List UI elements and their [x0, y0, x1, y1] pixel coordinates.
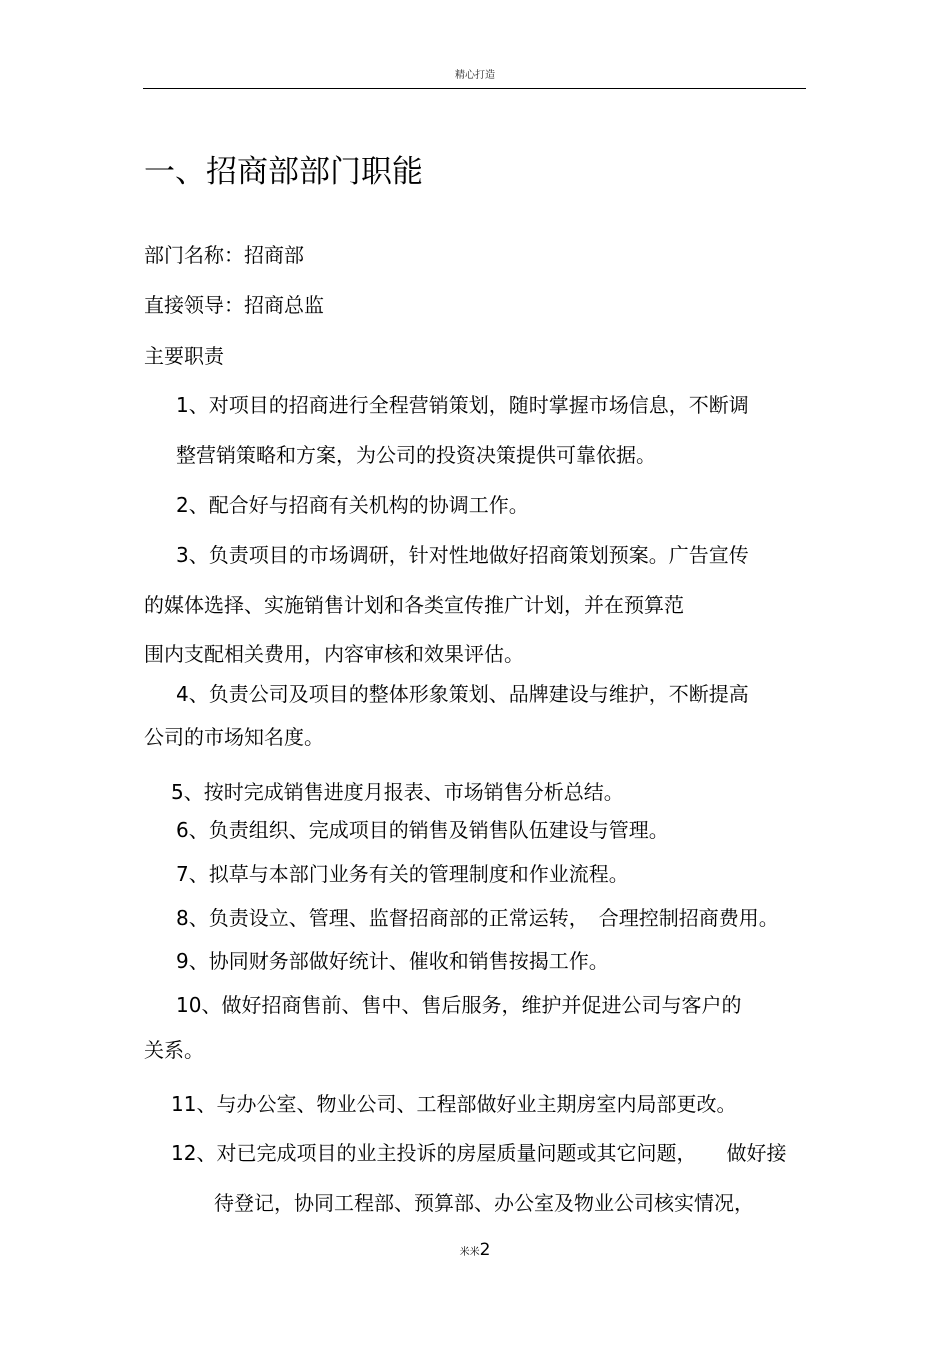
duty-1-line-2: 整营销策略和方案，为公司的投资决策提供可靠依据。 [176, 443, 656, 467]
duty-3-line-3: 围内支配相关费用，内容审核和效果评估。 [144, 642, 524, 666]
duties-heading: 主要职责 [144, 344, 224, 368]
duty-7: 7、拟草与本部门业务有关的管理制度和作业流程。 [176, 862, 629, 886]
duty-3-line-2: 的媒体选择、实施销售计划和各类宣传推广计划，并在预算范 [144, 593, 684, 617]
department-name: 部门名称：招商部 [144, 243, 304, 267]
duty-2: 2、配合好与招商有关机构的协调工作。 [176, 493, 529, 517]
duty-11: 11、与办公室、物业公司、工程部做好业主期房室内局部更改。 [171, 1092, 737, 1116]
direct-leader: 直接领导：招商总监 [144, 293, 324, 317]
duty-8: 8、负责设立、管理、监督招商部的正常运转， 合理控制招商费用。 [176, 906, 779, 930]
duty-1-line-1: 1、对项目的招商进行全程营销策划，随时掌握市场信息，不断调 [176, 393, 749, 417]
duty-10-line-2: 关系。 [144, 1038, 204, 1062]
header-divider [143, 88, 806, 89]
duty-4-line-1: 4、负责公司及项目的整体形象策划、品牌建设与维护，不断提高 [176, 682, 749, 706]
page-header: 精心打造 [455, 70, 495, 81]
duty-4-line-2: 公司的市场知名度。 [144, 725, 324, 749]
duty-12-line-1: 12、对已完成项目的业主投诉的房屋质量问题或其它问题， 做好接 [171, 1141, 787, 1165]
page-footer [0, 1240, 950, 1260]
duty-9: 9、协同财务部做好统计、催收和销售按揭工作。 [176, 949, 609, 973]
footer-mark: 米米 [459, 1247, 480, 1258]
section-title: 一、招商部部门职能 [144, 154, 423, 190]
duty-10-line-1: 10、做好招商售前、售中、售后服务，维护并促进公司与客户的 [176, 993, 742, 1017]
duty-5: 5、按时完成销售进度月报表、市场销售分析总结。 [171, 780, 624, 804]
duty-6: 6、负责组织、完成项目的销售及销售队伍建设与管理。 [176, 818, 669, 842]
duty-3-line-1: 3、负责项目的市场调研，针对性地做好招商策划预案。广告宣传 [176, 543, 749, 567]
page-number: 2 [479, 1240, 491, 1260]
duty-12-line-2: 待登记，协同工程部、预算部、办公室及物业公司核实情况， [214, 1191, 754, 1215]
